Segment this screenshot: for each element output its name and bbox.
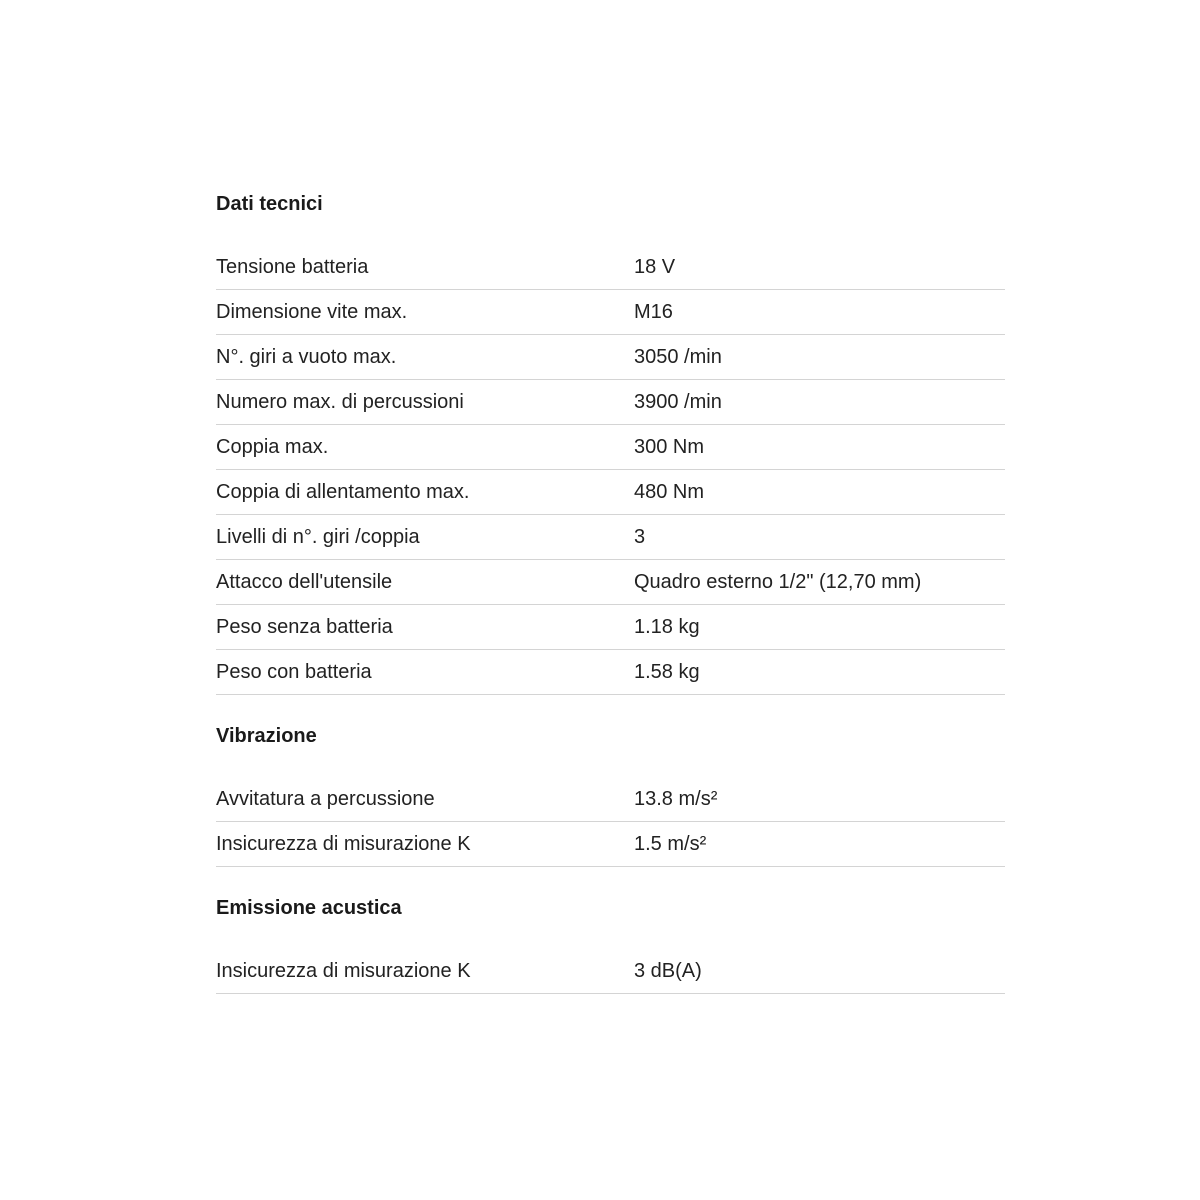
- section-dati-tecnici: [216, 192, 1005, 695]
- spec-value: 300 Nm: [634, 435, 705, 458]
- spec-row: [216, 290, 1005, 335]
- spec-label: Peso con batteria: [216, 660, 372, 683]
- spec-label: Insicurezza di misurazione K: [216, 959, 471, 982]
- spec-value: 3 dB(A): [634, 959, 702, 982]
- spec-table: [216, 777, 1005, 867]
- spec-row: [216, 470, 1005, 515]
- spec-value: 3050 /min: [634, 345, 722, 368]
- spec-row: [216, 245, 1005, 290]
- spec-label: Livelli di n°. giri /coppia: [216, 525, 420, 548]
- spec-label: Peso senza batteria: [216, 615, 393, 638]
- spec-table: [216, 245, 1005, 695]
- spec-value: 1.5 m/s²: [634, 832, 707, 855]
- spec-label: N°. giri a vuoto max.: [216, 345, 397, 368]
- spec-row: [216, 380, 1005, 425]
- spec-label: Numero max. di percussioni: [216, 390, 464, 413]
- spec-row: [216, 949, 1005, 994]
- spec-row: [216, 650, 1005, 695]
- section-title: Vibrazione: [216, 725, 317, 747]
- spec-table: [216, 949, 1005, 994]
- section-vibrazione: [216, 724, 1005, 867]
- spec-row: [216, 560, 1005, 605]
- spec-row: [216, 822, 1005, 867]
- spec-label: Attacco dell'utensile: [216, 570, 393, 593]
- spec-label: Coppia di allentamento max.: [216, 480, 470, 503]
- spec-label: Tensione batteria: [216, 255, 369, 278]
- spec-value: 13.8 m/s²: [634, 787, 718, 810]
- spec-label: Insicurezza di misurazione K: [216, 832, 471, 855]
- spec-row: [216, 425, 1005, 470]
- section-emissione-acustica: [216, 896, 1005, 994]
- spec-value: 3900 /min: [634, 390, 722, 413]
- spec-label: Coppia max.: [216, 435, 329, 458]
- spec-row: [216, 605, 1005, 650]
- spec-value: 480 Nm: [634, 480, 705, 503]
- spec-value: 18 V: [634, 255, 676, 278]
- section-title: Emissione acustica: [216, 897, 402, 919]
- section-title: Dati tecnici: [216, 193, 323, 215]
- spec-value: 1.58 kg: [634, 660, 700, 683]
- spec-value: Quadro esterno 1/2" (12,70 mm): [634, 570, 922, 593]
- spec-label: Dimensione vite max.: [216, 300, 408, 323]
- spec-row: [216, 515, 1005, 560]
- spec-value: 1.18 kg: [634, 615, 700, 638]
- spec-row: [216, 335, 1005, 380]
- spec-row: [216, 777, 1005, 822]
- spec-value: M16: [634, 300, 673, 323]
- spec-label: Avvitatura a percussione: [216, 787, 435, 810]
- spec-value: 3: [634, 525, 646, 548]
- technical-data-sheet: [216, 192, 1005, 994]
